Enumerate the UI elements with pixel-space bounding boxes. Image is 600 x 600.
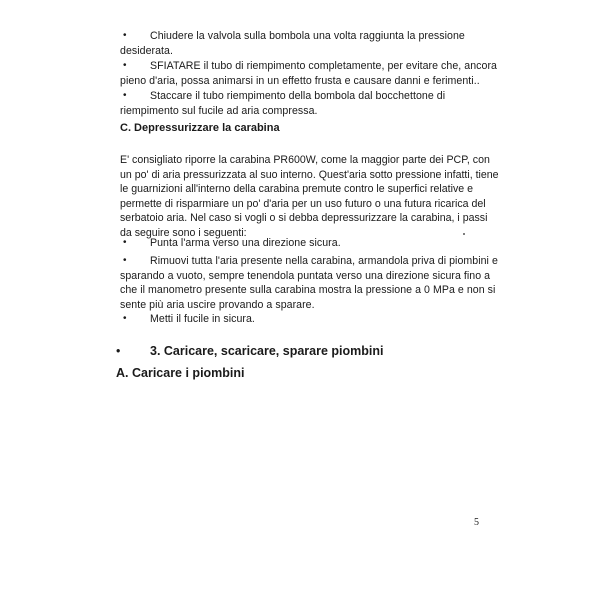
bullet-text: Staccare il tubo riempimento della bombola dal bocchettone di riempimento sul fucile ad aria compressa. — [120, 90, 446, 117]
bullet-dot: • — [123, 30, 127, 41]
bullet-dot: • — [123, 60, 127, 71]
bullet-safety-on — [120, 312, 500, 327]
bullet-dot: • — [123, 255, 127, 266]
section-c-paragraph: E' consigliato riporre la carabina PR600W, come la maggior parte dei PCP, con un po' di aria pressurizzata al suo interno. Quest'aria sotto pressione infatti, tiene le guarnizioni all'interno della carabina premute contro le superfici relative e permette di risparmiare un po' d'aria per un uso futuro o una futura ricarica del serbatoio aria. Nel caso si vogli o si debba depressurizzare la carabina, i passi da seguire sono i seguenti: — [120, 154, 499, 239]
bullet-dot: • — [116, 344, 121, 358]
bullet-text: Chiudere la valvola sulla bombola una volta raggiunta la pressione desiderata. — [120, 30, 465, 57]
bullet-text: Metti il fucile in sicura. — [150, 313, 255, 325]
section-c-heading: C. Depressurizzare la carabina — [120, 122, 280, 134]
bullet-dot: • — [123, 237, 127, 248]
bullet-text: Punta l'arma verso una direzione sicura. — [150, 237, 341, 249]
bullet-dot: • — [123, 313, 127, 324]
bullet-text: SFIATARE il tubo di riempimento completamente, per evitare che, ancora pieno d'aria, possa animarsi in un effetto frusta e causare danni e ferimenti.. — [120, 60, 497, 87]
scan-speck — [463, 233, 465, 235]
bullet-close-valve — [120, 29, 500, 58]
section-3-heading — [116, 344, 383, 358]
bullet-point-safe — [120, 236, 500, 251]
bullet-dot: • — [123, 90, 127, 101]
bullet-vent-hose — [120, 59, 500, 88]
section-a-heading: A. Caricare i piombini — [116, 366, 245, 380]
bullet-detach-hose — [120, 89, 500, 118]
bullet-remove-air — [120, 254, 500, 312]
bullet-text: Rimuovi tutta l'aria presente nella carabina, armandola priva di piombini e sparando a vuoto, sempre tenendola puntata verso una direzione sicura fino a che il manometro presente sulla carabina mostra la pressione a 0 MPa e non si sente più aria uscire provando a sparare. — [120, 255, 498, 311]
section-3-title: 3. Caricare, scaricare, sparare piombini — [150, 344, 384, 358]
page-number: 5 — [474, 517, 479, 528]
